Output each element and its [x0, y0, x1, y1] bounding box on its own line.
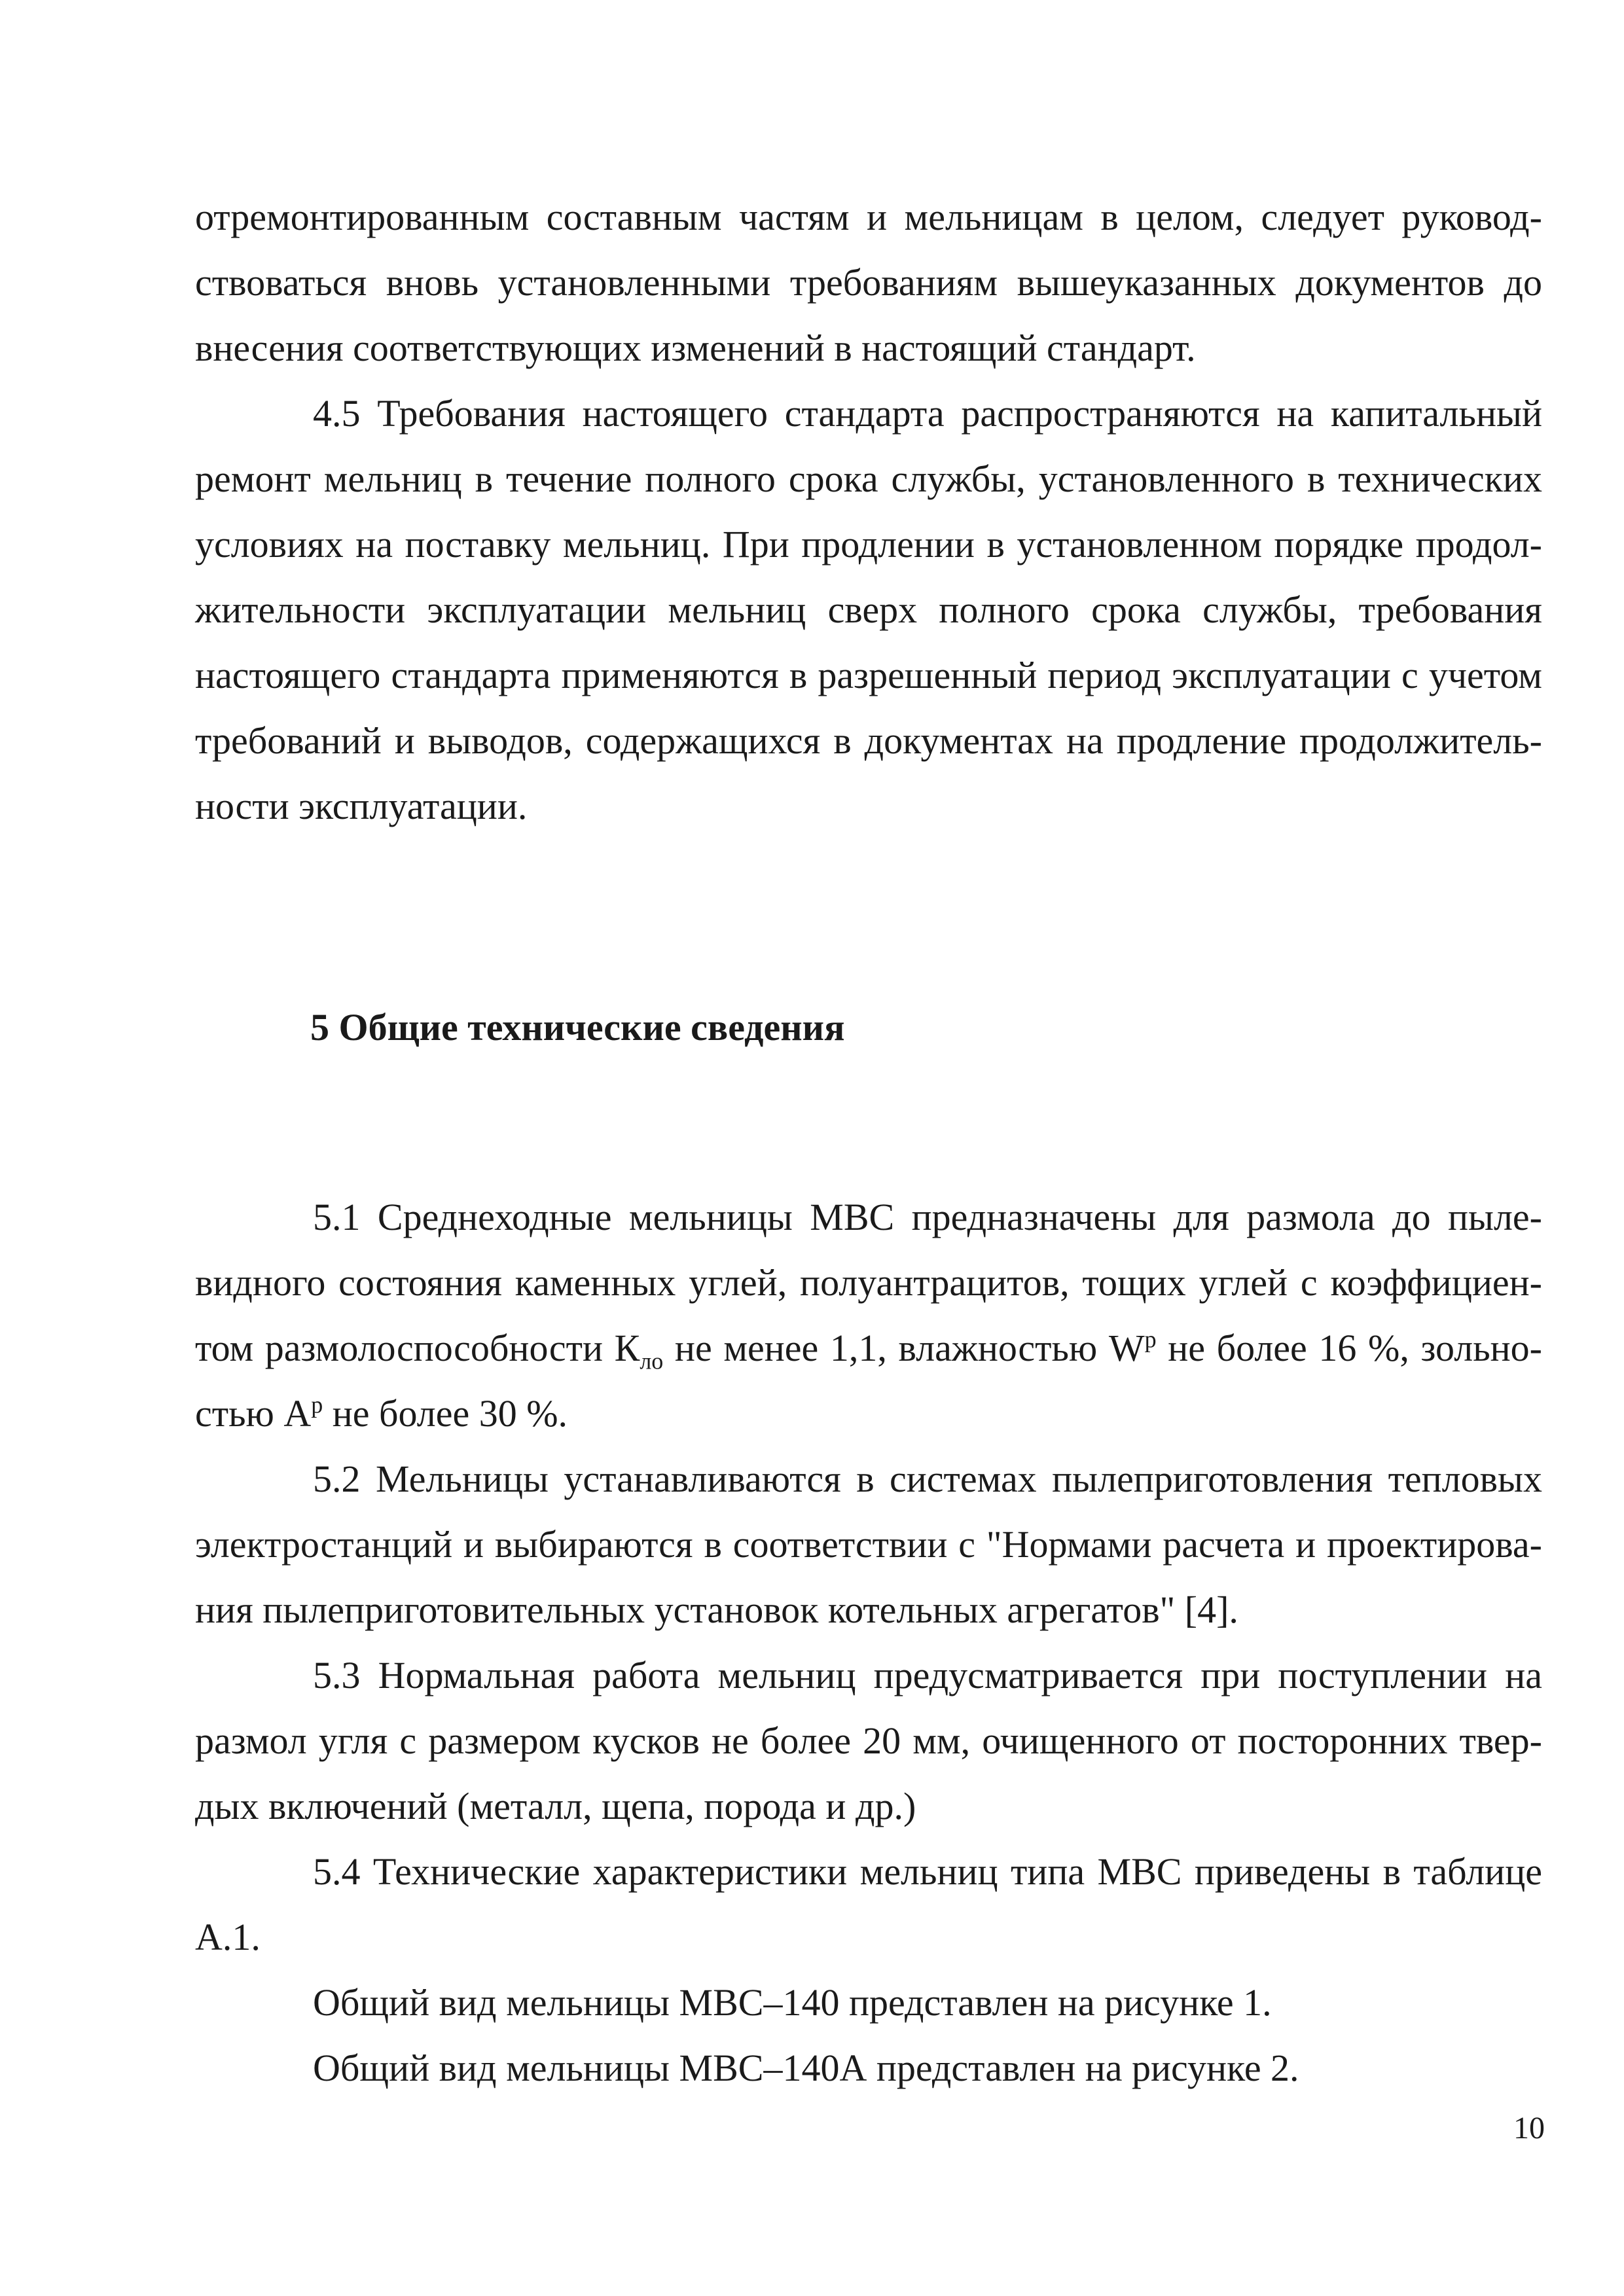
text-line: внесения соответствующих изменений в настоящий стандарт.	[195, 327, 1196, 369]
paragraph-5-4	[195, 1839, 1542, 1970]
paragraph-5-1	[195, 1185, 1542, 1446]
superscript: р	[1144, 1326, 1157, 1353]
text-line: условиях на поставку мельниц. При продлении в установленном порядке продол-	[195, 523, 1542, 565]
page-number: 10	[1513, 2111, 1545, 2145]
text-line: Общий вид мельницы МВС–140А представлен на рисунке 2.	[313, 2047, 1299, 2089]
text-line: Общий вид мельницы МВС–140 представлен на рисунке 1.	[313, 1981, 1272, 2024]
text-run: не более 30 %.	[323, 1392, 568, 1435]
text-line: настоящего стандарта применяются в разрешенный период эксплуатации с учетом	[195, 654, 1542, 696]
text-run: не более 16 %, зольно-	[1156, 1327, 1542, 1369]
subscript: ло	[640, 1348, 664, 1374]
text-line: 4.5 Требования настоящего стандарта распространяются на капитальный	[313, 392, 1542, 435]
text-run: том размолоспособности К	[195, 1327, 640, 1369]
text-line: 5.1 Среднеходные мельницы МВС предназначены для размола до пыле-	[313, 1196, 1542, 1238]
superscript: р	[311, 1391, 323, 1418]
text-line: ности эксплуатации.	[195, 785, 528, 827]
paragraph-continuation	[195, 185, 1542, 381]
text-line: видного состояния каменных углей, полуантрацитов, тощих углей с коэффициен-	[195, 1261, 1542, 1304]
text-line: электростанций и выбираются в соответствии с "Нормами расчета и проектирова-	[195, 1523, 1542, 1566]
text-line: требований и выводов, содержащихся в документах на продление продолжитель-	[195, 719, 1542, 762]
text-line: жительности эксплуатации мельниц сверх полного срока службы, требования	[195, 588, 1542, 631]
text-line: размол угля с размером кусков не более 20 мм, очищенного от посторонних твер-	[195, 1719, 1542, 1762]
text-line: отремонтированным составным частям и мельницам в целом, следует руковод-	[195, 196, 1542, 238]
text-line	[195, 1316, 1542, 1381]
text-line: дых включений (металл, щепа, порода и др.)	[195, 1785, 916, 1827]
text-line: ремонт мельниц в течение полного срока службы, установленного в технических	[195, 457, 1542, 500]
text-line: 5.4 Технические характеристики мельниц типа МВС приведены в таблице	[313, 1850, 1542, 1893]
text-line: ствоваться вновь установленными требованиям вышеуказанных документов до	[195, 261, 1542, 304]
text-line: 5.2 Мельницы устанавливаются в системах пылеприготовления тепловых	[313, 1458, 1542, 1500]
text-line: 5.3 Нормальная работа мельниц предусматривается при поступлении на	[313, 1654, 1542, 1696]
paragraph-5-3	[195, 1643, 1542, 1839]
section-heading: 5 Общие технические сведения	[310, 1006, 845, 1049]
text-line: ния пылеприготовительных установок котельных агрегатов" [4].	[195, 1588, 1238, 1631]
paragraph-figure-2	[195, 2036, 1542, 2101]
paragraph-5-2	[195, 1446, 1542, 1643]
text-line	[195, 1381, 1542, 1446]
text-run: не менее 1,1, влажностью W	[663, 1327, 1145, 1369]
paragraph-4-5	[195, 381, 1542, 839]
text-run: стью А	[195, 1392, 312, 1435]
paragraph-figure-1	[195, 1970, 1542, 2036]
text-line: А.1.	[195, 1916, 261, 1958]
